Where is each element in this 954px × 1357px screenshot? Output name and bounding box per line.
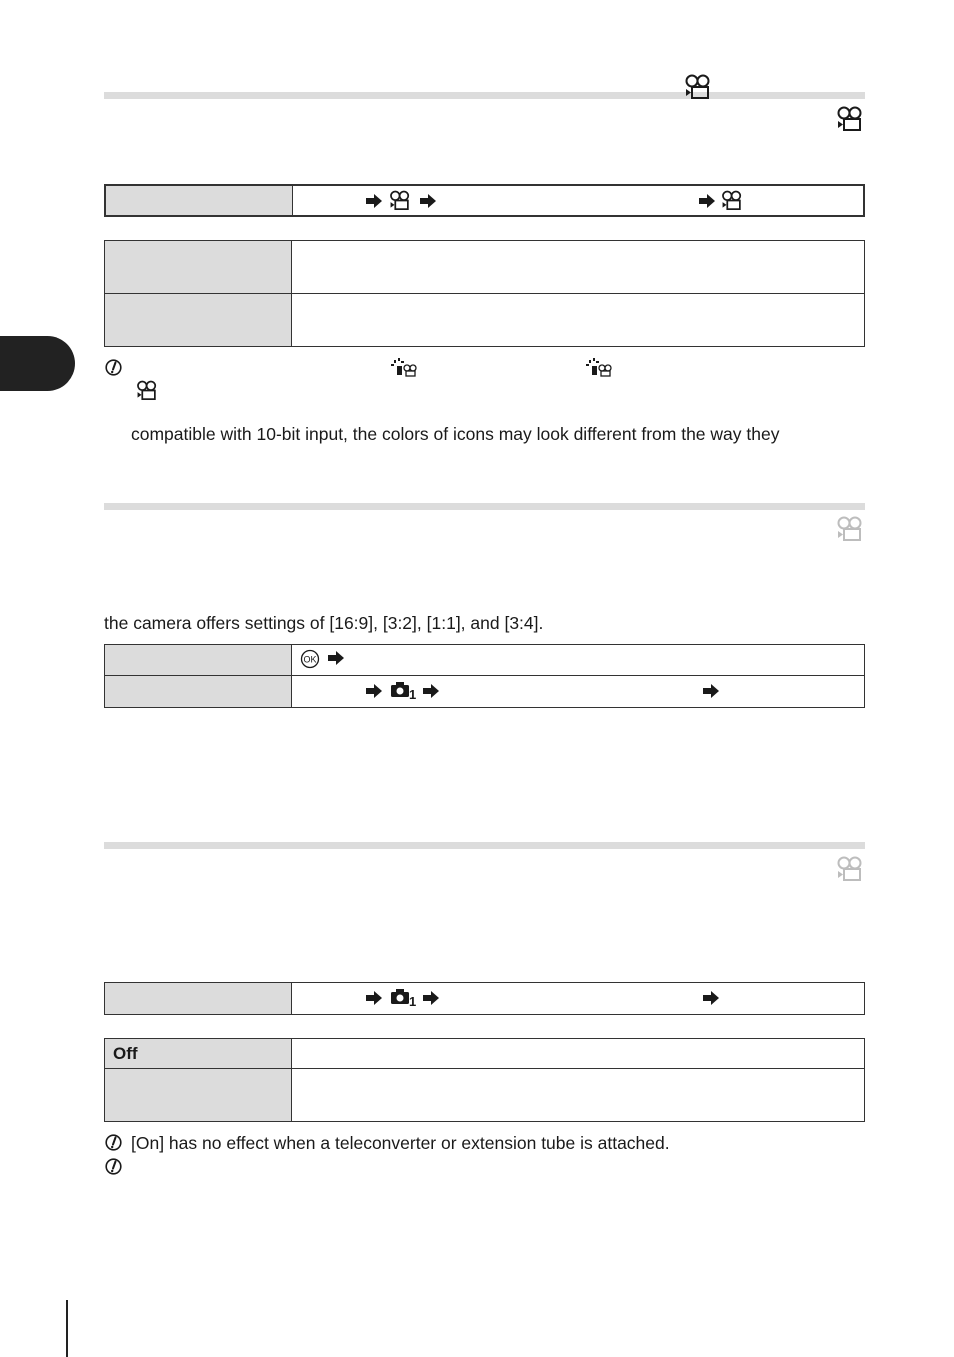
- movie-camera-icon: [721, 190, 743, 211]
- movie-camera-icon: [136, 380, 158, 401]
- movie-camera-icon: [836, 106, 864, 132]
- section-1-paragraph-fragment: compatible with 10-bit input, the colors of icons may look different from the way they: [131, 424, 780, 444]
- movie-camera-icon: [684, 74, 712, 100]
- note-teleconverter: [On] has no effect when a teleconverter or extension tube is attached.: [131, 1133, 670, 1153]
- menu-path-value-cell: [292, 645, 865, 676]
- movie-camera-icon: [836, 856, 864, 882]
- right-arrow-icon: [366, 684, 382, 698]
- section-3-heading-rule: [104, 842, 865, 849]
- options-table-1: [104, 240, 865, 347]
- section-2-heading-rule: [104, 503, 865, 510]
- still-camera-menu-1-icon: [390, 681, 410, 698]
- movie-camera-icon: [836, 516, 864, 542]
- movie-camera-icon: [389, 190, 411, 211]
- menu-path-table-3: [104, 982, 865, 1015]
- section-2-paragraph-fragment: the camera offers settings of [16:9], [3:2], [1:1], and [3:4].: [104, 613, 544, 633]
- caution-icon: [105, 1158, 122, 1175]
- menu-path-key-cell: [105, 676, 292, 708]
- option-description-cell: [292, 294, 865, 347]
- option-key-cell: [105, 294, 292, 347]
- menu-path-key-cell: [105, 185, 293, 216]
- right-arrow-icon: [703, 684, 719, 698]
- option-description-cell: [292, 1069, 865, 1122]
- right-arrow-icon: [699, 194, 715, 208]
- menu-subscript: 1: [409, 994, 417, 1009]
- ok-button-icon: [300, 649, 320, 669]
- right-arrow-icon: [366, 194, 382, 208]
- option-key-off: Off: [105, 1039, 292, 1069]
- right-arrow-icon: [328, 651, 344, 665]
- option-description-cell: [292, 241, 865, 294]
- right-arrow-icon: [366, 991, 382, 1005]
- menu-path-key-cell: [105, 645, 292, 676]
- right-arrow-icon: [423, 991, 439, 1005]
- option-description-cell: [292, 1039, 865, 1069]
- menu-path-table-1: [104, 184, 865, 217]
- page-gutter-line: [66, 1300, 68, 1357]
- section-1-heading-rule: [104, 92, 865, 99]
- caution-icon: [105, 359, 122, 376]
- options-table-3: [104, 1038, 865, 1122]
- option-key-cell: [105, 241, 292, 294]
- flash-movie-icon: [585, 358, 613, 377]
- right-arrow-icon: [703, 991, 719, 1005]
- caution-icon: [105, 1134, 122, 1151]
- flash-movie-icon: [390, 358, 418, 377]
- menu-path-key-cell: [105, 983, 292, 1015]
- chapter-side-tab: [0, 336, 75, 391]
- still-camera-menu-1-icon: [390, 988, 410, 1005]
- right-arrow-icon: [423, 684, 439, 698]
- option-key-cell: [105, 1069, 292, 1122]
- right-arrow-icon: [420, 194, 436, 208]
- svg-text:OK: OK: [303, 654, 317, 665]
- menu-subscript: 1: [409, 687, 417, 702]
- menu-path-table-2: [104, 644, 865, 708]
